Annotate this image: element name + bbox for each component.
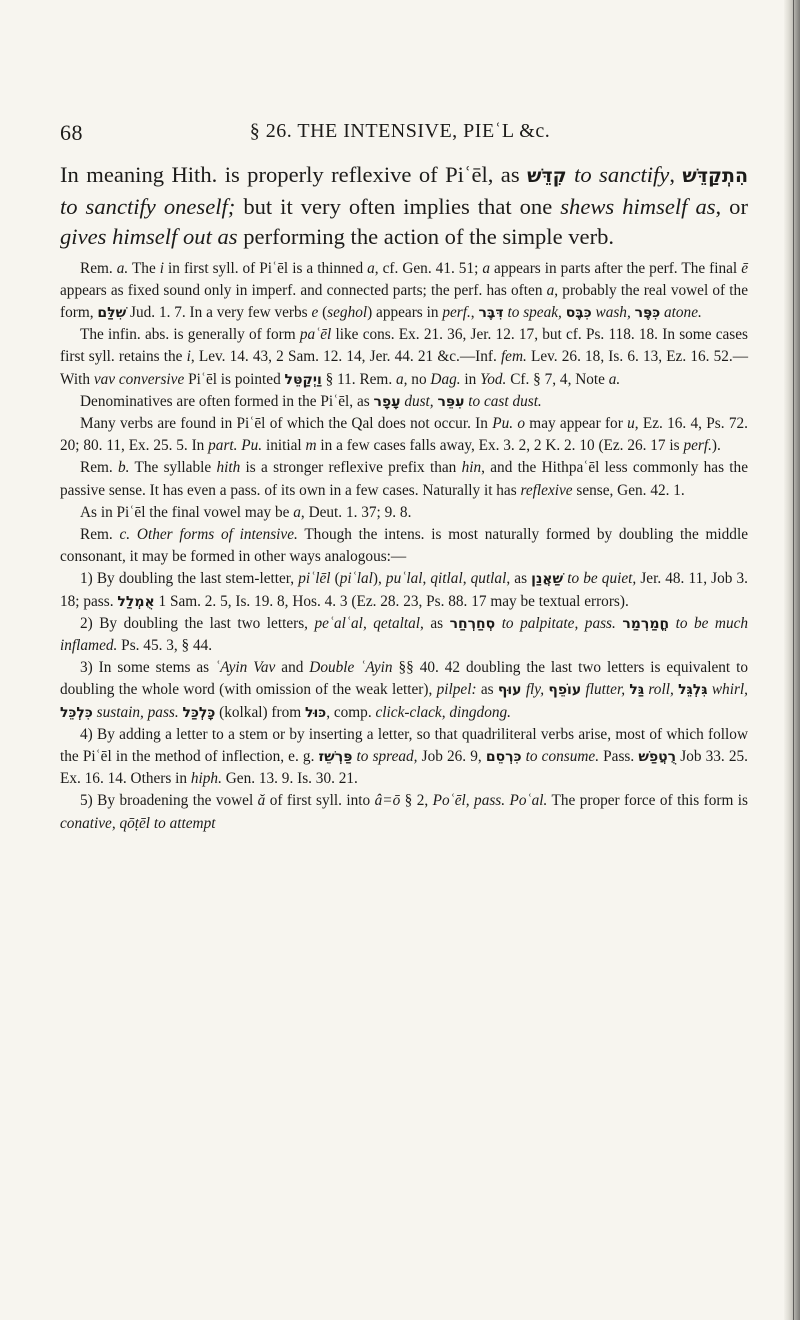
hebrew-word: וַיְקַטֵּל xyxy=(284,371,322,388)
item-5-paragraph: 5) By broadening the vowel ă of first syll. into â=ō § 2, Poʿēl, pass. Poʿal. The proper force of this form is conative, qōṭēl to attempt xyxy=(60,792,748,832)
remark-a-paragraph: Rem. a. The i in first syll. of Piʿēl is a thinned a, cf. Gen. 41. 51; a appears in parts after the perf. The final ē appears as fixed sound only in imperf. and connected parts; the perf. has often a, probably the real vowel of the form, שִׁלַּם Jud. 1. 7. In a very few verbs e (seghol) appears in perf., דִּבֶּר to speak, כִּבֶּס wash, כִּפֶּר atone. xyxy=(60,259,748,321)
hebrew-word: כּוּל xyxy=(304,704,327,721)
intro-paragraph: In meaning Hith. is properly reflexive of Piʿēl, as קִדֵּשׁ to sanctify, הִתְקַדֵּשׁ to sanctify oneself; but it very often implies that one shews himself as, or gives himself out as performing the action of the simple verb. xyxy=(60,162,749,249)
remark-c-paragraph: Rem. c. Other forms of intensive. Though the intens. is most naturally formed by doubling the middle consonant, it may be formed in other ways analogous:— xyxy=(60,525,748,566)
running-head: § 26. THE INTENSIVE, PIEʿL &c. xyxy=(249,120,551,142)
hebrew-word: כָּלְכַּל xyxy=(182,704,216,721)
hebrew-word: חֳמַרְמַר xyxy=(622,615,670,632)
hebrew-word: הִתְקַדֵּשׁ xyxy=(682,165,749,187)
hebrew-word: כִּבֶּס xyxy=(565,304,592,321)
hebrew-word: קִדֵּשׁ xyxy=(527,165,567,187)
hebrew-word: כִּרְסֵם xyxy=(485,748,522,765)
hebrew-word: כִּלְכֵּל xyxy=(60,704,93,721)
body-text xyxy=(60,160,748,835)
hebrew-word: רֻטֲפַשׁ xyxy=(638,748,677,765)
page-number: 68 xyxy=(60,120,83,145)
final-vowel-paragraph: As in Piʿēl the final vowel may be a, Deut. 1. 37; 9. 8. xyxy=(80,503,412,521)
denominatives-paragraph: Denominatives are often formed in the Piʿēl, as עָפָר dust, עִפֵּר to cast dust. xyxy=(80,392,542,410)
infinitive-paragraph: The infin. abs. is generally of form paʿēl like cons. Ex. 21. 36, Jer. 12. 17, but cf. Ps. 118. 18. In some cases first syll. retains the i, Lev. 14. 43, 2 Sam. 12. 14, Jer. 44. 21 &c.—Inf. fem. Lev. 26. 18, Is. 6. 13, Ez. 16. 52.—With vav conversive Piʿēl is pointed וַיְקַטֵּל § 11. Rem. a, no Dag. in Yod. Cf. § 7, 4, Note a. xyxy=(60,326,749,388)
binding-shadow-line xyxy=(793,0,794,1320)
pual-paragraph: Many verbs are found in Piʿēl of which the Qal does not occur. In Pu. o may appear for u, Ez. 16. 4, Ps. 72. 20; 80. 11, Ex. 25. 5. In part. Pu. initial m in a few cases falls away, Ex. 3. 2, 2 K. 2. 10 (Ez. 26. 17 is perf.). xyxy=(60,414,748,455)
item-2-paragraph: 2) By doubling the last two letters, peʿalʿal, qetaltal, as סְחַרְחַר to palpitate, pass. חֳמַרְמַר to be much inflamed. Ps. 45. 3, § 44. xyxy=(60,614,749,654)
hebrew-word: שִׁלַּם xyxy=(97,304,127,321)
hebrew-word: עָפָר xyxy=(373,393,401,410)
hebrew-word: עוּף xyxy=(497,682,522,699)
hebrew-word: פַּרְשֵׁז xyxy=(318,748,353,765)
hebrew-word: גַּל xyxy=(629,682,645,699)
hebrew-word: גִּלְגֵּל xyxy=(678,682,708,699)
item-1-paragraph: 1) By doubling the last stem-letter, piʿlēl (piʿlal), puʿlal, qitlal, qutlal, as שַׁאֲנַן to be quiet, Jer. 48. 11, Job 3. 18; pass. אֻמְלַל 1 Sam. 2. 5, Is. 19. 8, Hos. 4. 3 (Ez. 28. 23, Ps. 88. 17 may be textual errors). xyxy=(60,570,748,610)
hebrew-word: עוֹפֵף xyxy=(548,682,582,699)
hebrew-word: סְחַרְחַר xyxy=(449,615,496,632)
hebrew-word: אֻמְלַל xyxy=(117,593,155,610)
remark-b-paragraph: Rem. b. The syllable hith is a stronger reflexive prefix than hin, and the Hithpaʿēl less commonly has the passive sense. It has even a pass. of its own in a few cases. Naturally it has reflexive sense, Gen. 42. 1. xyxy=(60,459,748,499)
hebrew-word: כִּפֶּר xyxy=(634,304,661,321)
hebrew-word: דִּבֶּר xyxy=(478,304,504,321)
hebrew-word: שַׁאֲנַן xyxy=(531,571,564,588)
item-3-paragraph: 3) In some stems as ʿAyin Vav and Double ʿAyin §§ 40. 42 doubling the last two letters is equivalent to doubling the whole word (with omission of the weak letter), pilpel: as עוּף fly, עוֹפֵף flutter, גַּל roll, גִּלְגֵּל whirl, כִּלְכֵּל sustain, pass. כָּלְכַּל (kolkal) from כּוּל, comp. click-clack, dingdong. xyxy=(60,659,748,721)
page-binding-edge xyxy=(784,0,800,1320)
hebrew-word: עִפֵּר xyxy=(437,393,465,410)
item-4-paragraph: 4) By adding a letter to a stem or by inserting a letter, so that quadriliteral verbs arise, most of which follow the Piʿēl in the method of inflection, e. g. פַּרְשֵׁז to spread, Job 26. 9, כִּרְסֵם to consume. Pass. רֻטֲפַשׁ Job 33. 25. Ex. 16. 14. Others in hiph. Gen. 13. 9. Is. 30. 21. xyxy=(60,725,749,788)
